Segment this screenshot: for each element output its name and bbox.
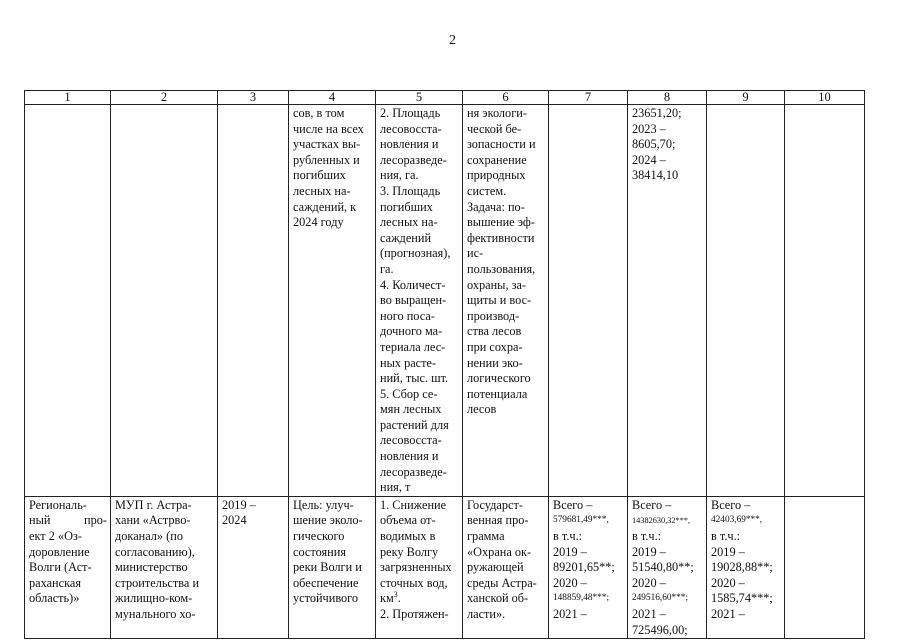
text-line: щиты и вос- <box>467 293 532 308</box>
cell-r1-c10 <box>785 105 865 497</box>
funding-value: 725496,00; <box>632 622 688 637</box>
text-line: согласованию), <box>115 544 195 559</box>
text-line: рубленных и <box>293 152 360 167</box>
cell-r2-c1 <box>25 496 111 638</box>
text-line: доканал» (по <box>115 529 183 544</box>
table-row <box>25 496 865 638</box>
text-line: Государст- <box>467 497 523 512</box>
col-header-7: 7 <box>549 91 628 105</box>
col-header-10: 10 <box>785 91 865 105</box>
cell-r2-c9 <box>707 496 785 638</box>
text-line: дочного ма- <box>380 324 443 339</box>
text-line: среды Астра- <box>467 575 537 590</box>
text-line: 2023 – <box>632 121 666 136</box>
text-line: реку Волгу <box>380 544 439 559</box>
text-line: ис- <box>467 246 484 261</box>
text-line: ханской об- <box>467 591 529 606</box>
cell-r2-c4 <box>289 496 376 638</box>
cell-r1-c7 <box>549 105 628 497</box>
cell-r1-c1 <box>25 105 111 497</box>
text-line: шение эколо- <box>293 513 363 528</box>
text-line: зопасности и <box>467 137 536 152</box>
text-line: погибших <box>380 199 433 214</box>
text-line: лесоразведе- <box>380 152 447 167</box>
col-header-9: 9 <box>707 91 785 105</box>
funding-year: 2021 – <box>632 607 666 621</box>
text-line: ного поса- <box>380 308 435 323</box>
text-line: устойчивого <box>293 591 359 606</box>
text-line: 2024 году <box>293 215 344 230</box>
cell-r2-c7 <box>549 496 628 638</box>
text-line: при сохра- <box>467 339 523 354</box>
program-table <box>24 90 865 639</box>
text-line: лесоразведе- <box>380 464 447 479</box>
text-line: доровление <box>29 544 90 559</box>
funding-value: 148859,48***; <box>553 593 610 604</box>
funding-total-label: Всего – <box>711 497 751 512</box>
text-line: загрязненных <box>380 560 452 575</box>
text-line: природных <box>467 168 526 183</box>
text-line: териала лес- <box>380 339 446 354</box>
text-line: ласти». <box>467 607 506 621</box>
funding-year: 2020 – <box>553 575 587 590</box>
funding-value: 89201,65**; <box>553 560 615 575</box>
text-line: лесовосста- <box>380 121 442 136</box>
text-line: ружающей <box>467 560 524 575</box>
text-line: ект 2 «Оз- <box>29 529 82 544</box>
text-line: логического <box>467 371 531 386</box>
col-header-6: 6 <box>463 91 549 105</box>
text-line: (прогнозная), <box>380 246 451 261</box>
text-line: новления и <box>380 449 439 464</box>
text-line: ный про- <box>29 513 107 528</box>
text-line: систем. <box>467 183 507 198</box>
table-row <box>25 105 865 497</box>
page-number: 2 <box>449 33 456 48</box>
text-line: новления и <box>380 137 439 152</box>
text-line: 5. Сбор се- <box>380 386 438 401</box>
text-line: потенциала <box>467 386 528 401</box>
text-line: мунального хо- <box>115 607 196 621</box>
text-line: саждений <box>380 230 432 245</box>
text-line: водимых в <box>380 529 436 544</box>
text-line: гического <box>293 529 345 544</box>
col-header-8: 8 <box>628 91 707 105</box>
unit-km: км <box>380 591 394 606</box>
text-line: ний, тыс. шт. <box>380 371 449 386</box>
funding-year: 2020 – <box>711 575 745 590</box>
text-line: ния, т <box>380 480 411 495</box>
cell-r1-c6 <box>463 105 549 497</box>
text-line: область)» <box>29 591 80 606</box>
text-line: ческой бе- <box>467 121 522 136</box>
text-line: фективности <box>467 230 535 245</box>
text-line: хани «Астрво- <box>115 513 191 528</box>
funding-total-label: Всего – <box>632 497 672 512</box>
cell-r2-c8 <box>628 496 707 638</box>
col-header-1: 1 <box>25 91 111 105</box>
cell-r1-c8 <box>628 105 707 497</box>
text-line: 2024 – <box>632 152 666 167</box>
funding-value: 51540,80**; <box>632 560 694 575</box>
col-header-3: 3 <box>218 91 289 105</box>
text-line: реки Волги и <box>293 560 362 575</box>
funding-total-value: 579681,49***, <box>553 515 609 526</box>
funding-year: 2019 – <box>553 544 587 559</box>
unit-tail: . <box>397 591 401 606</box>
col-header-5: 5 <box>376 91 463 105</box>
text-line: саждений, к <box>293 199 357 214</box>
text-line: сточных вод, <box>380 575 448 590</box>
text-line: лесовосста- <box>380 433 442 448</box>
funding-year: 2019 – <box>632 544 666 559</box>
text-line: 3. Площадь <box>380 183 441 198</box>
cell-r2-c3 <box>218 496 289 638</box>
text-line: ства лесов <box>467 324 522 339</box>
text-line: числе на всех <box>293 121 364 136</box>
text-line: растений для <box>380 417 449 432</box>
cell-r1-c4 <box>289 105 376 497</box>
text-line: венная про- <box>467 513 529 528</box>
text-line: 23651,20; <box>632 106 682 120</box>
text-line: состояния <box>293 544 346 559</box>
text-line: Цель: улуч- <box>293 497 354 512</box>
text-line: ных расте- <box>380 355 437 370</box>
text-line: ня экологи- <box>467 106 527 120</box>
text-line: охраны, за- <box>467 277 526 292</box>
funding-incl-label: в т.ч.: <box>553 529 583 544</box>
text-line: сов, в том <box>293 106 345 120</box>
header-row <box>25 91 865 105</box>
text-line: обеспечение <box>293 575 359 590</box>
funding-year: 2020 – <box>632 575 666 590</box>
cell-r1-c2 <box>111 105 218 497</box>
text-line: мян лесных <box>380 402 442 417</box>
text-line: грамма <box>467 529 505 544</box>
text-line: во выращен- <box>380 293 447 308</box>
funding-value: 249516,60***; <box>632 593 689 604</box>
text-line: «Охрана ок- <box>467 544 532 559</box>
funding-total-value: 14382630,32***, <box>632 516 691 526</box>
text-line: ния, га. <box>380 168 419 183</box>
text-line: пользования, <box>467 261 536 276</box>
cell-r2-c5-unit-line <box>380 591 459 607</box>
text-line: 2. Площадь <box>380 106 441 120</box>
text-line: 2024 <box>222 513 247 528</box>
text-line: 38414,10 <box>632 168 679 183</box>
text-line: раханская <box>29 575 81 590</box>
funding-total-value: 42403,69***, <box>711 515 763 526</box>
cell-r1-c9 <box>707 105 785 497</box>
funding-year: 2021 – <box>553 607 587 621</box>
text-line: нении эко- <box>467 355 523 370</box>
text-line: сохранение <box>467 152 527 167</box>
unit-sup: 3 <box>393 590 398 600</box>
text-line: 1. Снижение <box>380 497 447 512</box>
funding-total-label: Всего – <box>553 497 593 512</box>
text-line: Задача: по- <box>467 199 525 214</box>
text-line: 8605,70; <box>632 137 676 152</box>
text-line: 2019 – <box>222 497 256 512</box>
text-line: лесных на- <box>380 215 438 230</box>
funding-value: 1585,74***; <box>711 591 773 606</box>
cell-r1-c5 <box>376 105 463 497</box>
text-line: производ- <box>467 308 520 323</box>
funding-year: 2021 – <box>711 607 745 621</box>
cell-r2-c5-lines <box>380 498 459 592</box>
funding-year: 2019 – <box>711 544 745 559</box>
cell-r2-c2 <box>111 496 218 638</box>
text-line: объема от- <box>380 513 436 528</box>
col-header-2: 2 <box>111 91 218 105</box>
funding-value: 19028,88**; <box>711 560 773 575</box>
cell-r2-c6 <box>463 496 549 638</box>
funding-incl-label: в т.ч.: <box>711 529 741 544</box>
text-line: министерство <box>115 560 188 575</box>
text-line: лесов <box>467 402 497 417</box>
cell-r1-c3 <box>218 105 289 497</box>
text-line: Волги (Аст- <box>29 560 92 575</box>
text-line: МУП г. Астра- <box>115 497 192 512</box>
text-line: участках вы- <box>293 137 361 152</box>
cell-r2-c5-last: 2. Протяжен- <box>380 607 449 621</box>
funding-incl-label: в т.ч.: <box>632 529 662 544</box>
text-line: вышение эф- <box>467 215 535 230</box>
text-line: строительства и <box>115 575 200 590</box>
cell-r2-c5 <box>376 496 463 638</box>
col-header-4: 4 <box>289 91 376 105</box>
text-line: га. <box>380 261 394 276</box>
text-line: погибших <box>293 168 346 183</box>
text-line: Региональ- <box>29 497 87 512</box>
text-line: 4. Количест- <box>380 277 446 292</box>
cell-r2-c10 <box>785 496 865 638</box>
text-line: лесных на- <box>293 183 351 198</box>
text-line: жилищно-ком- <box>115 591 193 606</box>
